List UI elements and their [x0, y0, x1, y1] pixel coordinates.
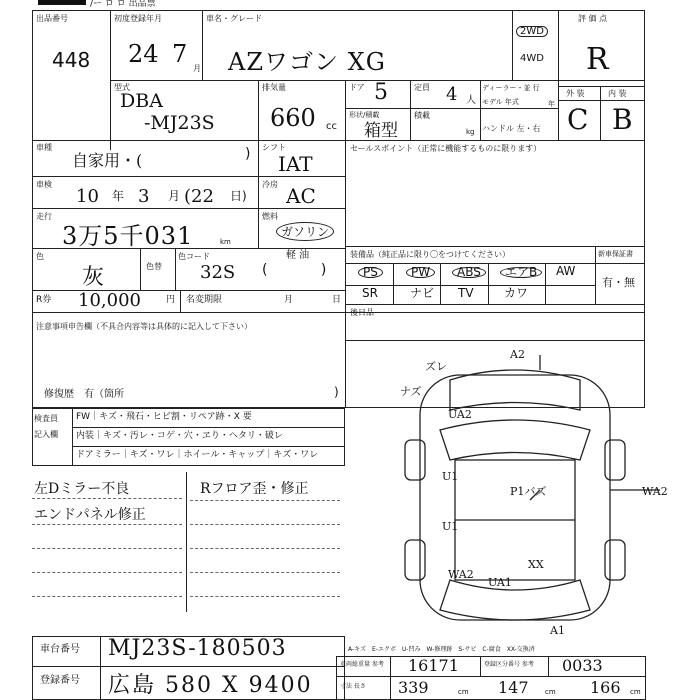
inspection-day-unit: 日)	[230, 189, 247, 203]
car-name-label: 車名・グレード	[206, 14, 262, 23]
model-value-2: -MJ23S	[144, 112, 215, 134]
color-change-label: 色替	[146, 262, 162, 271]
notes-label: 注意事項申告欄（不具合内容等は具体的に記入して下さい）	[36, 322, 252, 331]
equip-pw: PW	[406, 267, 435, 278]
inspector-label-2: 記入欄	[34, 430, 58, 439]
handle-label: ハンドル 左・右	[482, 124, 541, 133]
first-reg-year: 24	[128, 40, 159, 68]
color-label: 色	[36, 252, 44, 261]
lot-number: 448	[52, 48, 91, 72]
usage-close: )	[245, 146, 251, 162]
new-warranty-label: 新車保証書	[598, 250, 633, 258]
equip-sr: SR	[362, 286, 378, 300]
inspection-label: 車検	[36, 180, 52, 189]
color-value: 灰	[82, 265, 105, 290]
handwritten-right-1: Rフロア歪・修正	[200, 481, 309, 497]
grade-value: R	[586, 42, 609, 77]
mileage-label: 走行	[36, 212, 52, 221]
weight-value: 16171	[408, 656, 459, 675]
capacity-label: 定員	[414, 83, 430, 92]
mileage-value: 3万5千031	[62, 222, 194, 250]
inspection-month: 3	[138, 186, 150, 207]
grade-int-label: 内 装	[608, 89, 627, 98]
car-rear-right-wheel	[605, 540, 625, 580]
model-year-label: モデル 年式	[482, 98, 519, 106]
weight-label: 車両総重量 参考	[340, 661, 384, 668]
inspector-row-3: ドアミラー｜キズ・ワレ｜ホイール・キャップ｜キズ・ワレ	[76, 450, 319, 460]
inspection-month-unit: 月	[168, 189, 181, 203]
recycle-unit: 円	[166, 295, 176, 305]
model-label: 型式	[114, 83, 130, 92]
diag-a2-top: A2	[510, 350, 525, 361]
repair-close: )	[334, 385, 339, 399]
car-name-value: AZワゴン XG	[228, 48, 386, 76]
car-rear	[440, 580, 590, 620]
diag-zure: ズレ	[425, 360, 447, 373]
fuel-paren: ( )	[262, 262, 327, 278]
name-change-day-unit: 日	[332, 295, 342, 305]
chassis-value: MJ23S-180503	[108, 636, 287, 661]
diag-wa2-b: WA2	[448, 568, 474, 581]
diag-naze: ナズ	[400, 385, 422, 398]
displacement-label: 排気量	[262, 83, 286, 92]
fuel-label: 燃料	[262, 212, 278, 221]
grade-int-value: B	[612, 103, 633, 136]
equip-navi: ナビ	[410, 286, 435, 300]
first-reg-month-unit: 月	[193, 64, 201, 73]
car-hood	[450, 370, 580, 410]
load-label: 積載	[414, 111, 430, 120]
fuel-value: ガソリン	[276, 222, 334, 241]
header-bar	[38, 0, 86, 5]
drive-2wd: 2WD	[516, 26, 548, 37]
recycle-value: 10,000	[78, 290, 141, 311]
dims-width: 147	[498, 678, 529, 697]
displacement-unit: cc	[326, 121, 337, 132]
car-front-left-wheel	[405, 440, 425, 480]
sales-point-label: セールスポイント（正常に機能するものに限ります）	[350, 144, 542, 153]
equip-tv: TV	[458, 286, 474, 300]
first-reg-label: 初度登録年月	[114, 14, 162, 23]
equip-leather: カワ	[504, 286, 529, 300]
diag-a1: A1	[550, 624, 565, 637]
dims-length: 339	[398, 678, 429, 697]
doors-value: 5	[374, 80, 388, 105]
handwritten-left-1: 左Dミラー不良	[34, 481, 130, 497]
legend-text: A-キズ E-エクボ U-凹み W-修理跡 S-サビ C-腐食 XX-交換済	[348, 646, 535, 653]
diag-wa2: WA2	[642, 485, 668, 498]
car-damage-diagram	[380, 350, 680, 640]
dims-unit-2: cm	[545, 688, 556, 696]
repair-label: 修復歴 有（箇所	[44, 389, 124, 400]
grade-ext-label: 外 装	[566, 89, 585, 98]
diag-xx: XX	[528, 558, 544, 571]
dealer-label: ディーラー・並 行	[482, 84, 540, 92]
new-warranty-value: 有・無	[602, 276, 635, 289]
plate-value: 広島 580 X 9400	[108, 673, 313, 698]
chassis-label: 車台番号	[40, 644, 80, 655]
grade-label: 評 価 点	[578, 14, 608, 23]
equip-aw: AW	[556, 264, 576, 278]
displacement-value: 660	[270, 104, 316, 132]
shape-label: 形状/積載	[349, 111, 380, 119]
plate-label: 登録番号	[40, 675, 80, 686]
equip-airbag: エアB	[500, 267, 542, 278]
grade-ext-value: C	[567, 103, 589, 136]
ac-label: 冷房	[262, 180, 278, 189]
shift-value: IAT	[278, 152, 313, 176]
inspection-day: (22	[184, 186, 214, 207]
aftermarket-label: 後日品	[350, 308, 374, 317]
shift-label: シフト	[262, 143, 286, 152]
inspector-row-1: FW｜キズ・飛石・ヒビ割・リペア跡・X 要	[76, 412, 252, 422]
inspection-year: 10	[76, 186, 99, 207]
dims-unit-3: cm	[630, 688, 641, 696]
handwritten-left-2: エンドパネル修正	[34, 507, 146, 523]
equip-abs: ABS	[452, 267, 486, 278]
inspection-year-unit: 年	[112, 189, 125, 203]
diag-ua2: UA2	[448, 408, 472, 421]
dims-height: 166	[590, 678, 621, 697]
inspector-row-2: 内装｜キズ・汚レ・コゲ・穴・ヱり・ヘタリ・破レ	[76, 431, 283, 441]
diag-u1-b: U1	[442, 520, 459, 533]
diag-ua1: UA1	[488, 576, 512, 589]
lot-label: 出品番号	[36, 14, 68, 23]
model-year-unit: 年	[548, 100, 555, 108]
dims-unit-1: cm	[458, 688, 469, 696]
recycle-label: R券	[36, 295, 52, 305]
shape-value: 箱型	[364, 121, 398, 141]
diag-p1: P1バズ	[510, 485, 547, 498]
diag-u1-a: U1	[442, 470, 459, 483]
equipment-label: 装備品（純正品に限り〇をつけてください）	[350, 250, 510, 259]
usage-label: 車種	[36, 143, 52, 152]
reg-type-value: 0033	[562, 656, 603, 675]
inspector-label-1: 検査員	[34, 414, 58, 423]
name-change-month-unit: 月	[284, 295, 294, 305]
doors-label: ドア	[349, 83, 365, 92]
name-change-label: 名変期限	[186, 295, 223, 305]
usage-value: 自家用・(	[72, 151, 143, 170]
ac-value: AC	[286, 184, 316, 208]
equip-ps: PS	[358, 267, 383, 278]
header-fragment: /ー ロ ロ 出品票	[90, 0, 156, 9]
reg-type-label: 登録区分番号 参考	[484, 661, 534, 668]
mileage-unit: km	[220, 238, 231, 246]
dims-label: 寸法 長さ	[340, 683, 366, 690]
color-code-label: 色コード	[178, 252, 210, 261]
drive-4wd: 4WD	[520, 53, 544, 64]
car-rear-left-wheel	[405, 540, 425, 580]
first-reg-month: 7	[172, 40, 188, 68]
car-windshield	[440, 420, 590, 460]
load-unit: kg	[466, 128, 475, 136]
car-front-right-wheel	[605, 440, 625, 480]
capacity-unit: 人	[466, 95, 476, 106]
color-code-value: 32S	[200, 262, 236, 283]
model-value-1: DBA	[120, 90, 163, 112]
capacity-value: 4	[446, 84, 458, 105]
fuel-sub: 軽 油	[286, 250, 310, 261]
